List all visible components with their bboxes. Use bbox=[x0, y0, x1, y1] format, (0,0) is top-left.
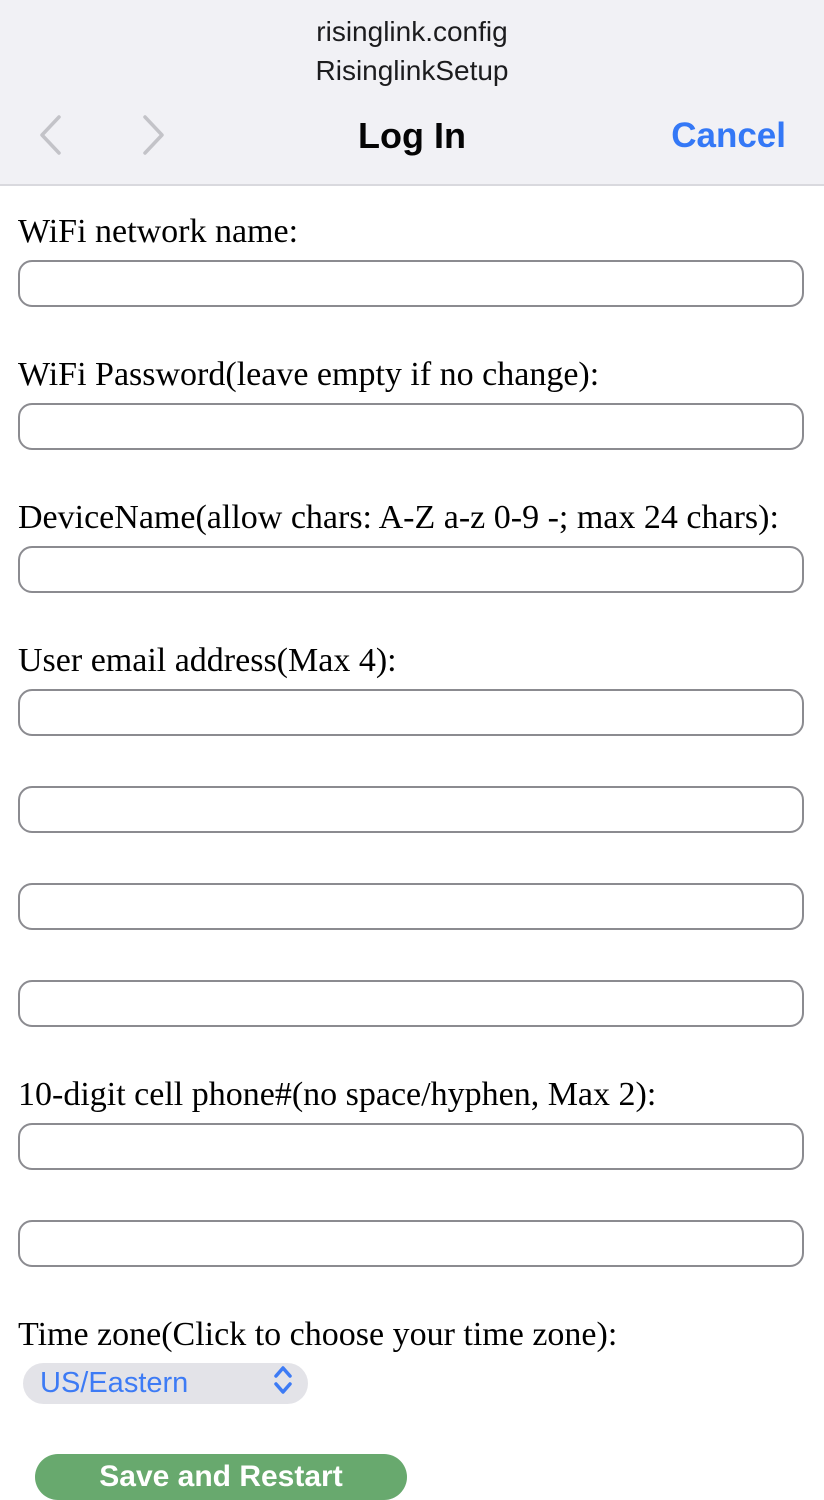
up-down-chevron-icon bbox=[272, 1364, 294, 1404]
chevron-left-icon bbox=[38, 114, 62, 159]
timezone-select[interactable] bbox=[23, 1363, 308, 1404]
email-input-4[interactable] bbox=[18, 980, 804, 1027]
page-title: Log In bbox=[358, 115, 466, 156]
site-name: RisinglinkSetup bbox=[315, 55, 509, 86]
device-name-input[interactable] bbox=[18, 546, 804, 593]
save-and-restart-button[interactable]: Save and Restart bbox=[35, 1454, 407, 1500]
timezone-selected-value: US/Eastern bbox=[40, 1367, 189, 1399]
wifi-password-label: WiFi Password(leave empty if no change): bbox=[18, 356, 600, 393]
wifi-password-input[interactable] bbox=[18, 403, 804, 450]
wifi-name-label: WiFi network name: bbox=[18, 213, 299, 250]
site-titles bbox=[0, 12, 824, 90]
sheet-header bbox=[0, 0, 824, 186]
device-name-label: DeviceName(allow chars: A-Z a-z 0-9 -; max 24 chars): bbox=[18, 499, 779, 536]
email-input-1[interactable] bbox=[18, 689, 804, 736]
phone-input-2[interactable] bbox=[18, 1220, 804, 1267]
back-button[interactable] bbox=[38, 114, 62, 159]
setup-form bbox=[0, 212, 824, 1500]
navbar bbox=[0, 100, 824, 172]
email-label: User email address(Max 4): bbox=[18, 642, 397, 679]
chevron-right-icon bbox=[142, 114, 166, 159]
site-host: risinglink.config bbox=[316, 16, 508, 47]
timezone-label: Time zone(Click to choose your time zone): bbox=[18, 1316, 618, 1353]
phone-label: 10-digit cell phone#(no space/hyphen, Max 2): bbox=[18, 1076, 657, 1113]
phone-input-1[interactable] bbox=[18, 1123, 804, 1170]
email-input-2[interactable] bbox=[18, 786, 804, 833]
nav-history-controls bbox=[38, 114, 166, 159]
wifi-name-input[interactable] bbox=[18, 260, 804, 307]
email-input-3[interactable] bbox=[18, 883, 804, 930]
cancel-button[interactable]: Cancel bbox=[671, 116, 786, 155]
forward-button[interactable] bbox=[142, 114, 166, 159]
